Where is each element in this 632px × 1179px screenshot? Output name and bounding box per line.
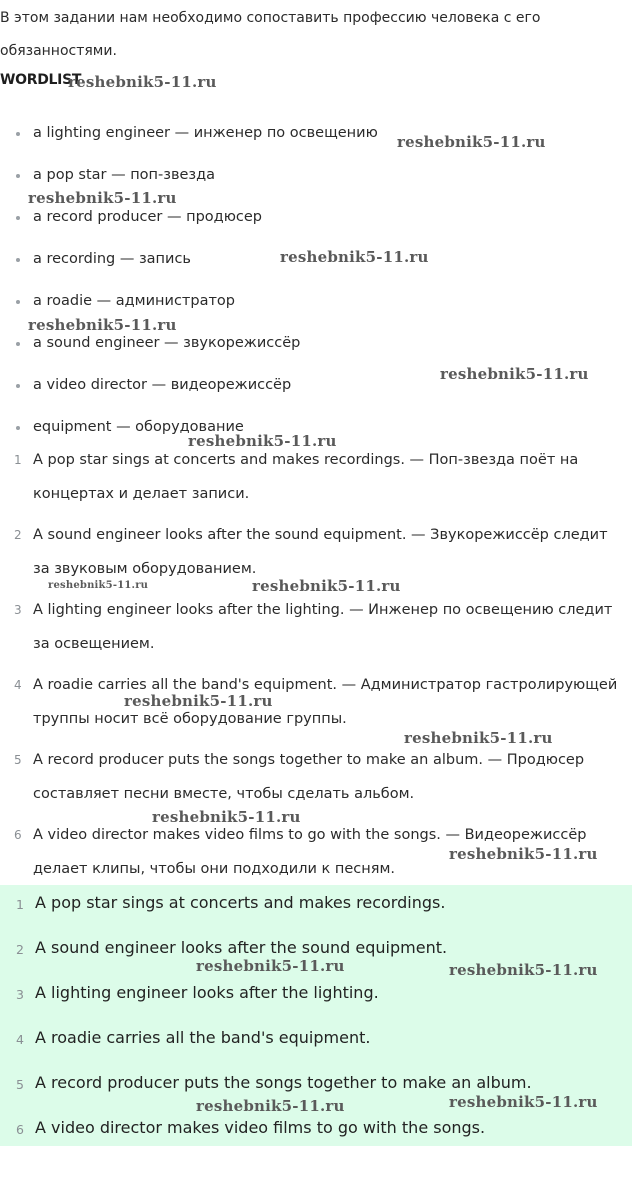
watermark: reshebnik5-11.ru — [397, 133, 546, 151]
item-number: 6 — [14, 828, 22, 842]
list-item: equipment — оборудование — [33, 419, 244, 435]
list-item: a lighting engineer — инженер по освещению — [33, 125, 378, 141]
item-number: 3 — [14, 603, 22, 617]
item-text: A record producer puts the songs together to make an album. — [35, 1073, 532, 1092]
item-text: A pop star sings at concerts and makes recordings. — [35, 893, 446, 912]
intro-text: В этом задании нам необходимо сопоставить профессию человека с его обязанностями. — [0, 10, 541, 59]
list-item — [14, 743, 625, 811]
watermark: reshebnik5-11.ru — [124, 692, 273, 710]
item-text: A pop star sings at concerts and makes recordings. — Поп-звезда поёт на концертах и делает записи. — [33, 452, 579, 502]
item-number: 2 — [14, 528, 22, 542]
watermark: reshebnik5-11.ru — [449, 845, 598, 863]
item-text: A video director makes video films to go with the songs. — [35, 1118, 486, 1137]
list-item — [16, 1117, 486, 1139]
watermark: reshebnik5-11.ru — [28, 316, 177, 334]
item-number: 1 — [14, 453, 22, 467]
watermark: reshebnik5-11.ru — [449, 1093, 598, 1111]
watermark: reshebnik5-11.ru — [440, 365, 589, 383]
list-item — [14, 593, 625, 661]
item-text: A record producer puts the songs together to make an album. — Продюсер составляет песни вместе, чтобы сделать альбом. — [33, 752, 585, 802]
list-item — [16, 937, 448, 959]
watermark: reshebnik5-11.ru — [28, 189, 177, 207]
item-text: A sound engineer looks after the sound equipment. — [35, 938, 448, 957]
list-item — [16, 1027, 371, 1049]
watermark: reshebnik5-11.ru — [152, 808, 301, 826]
item-number: 4 — [14, 678, 22, 692]
list-item: a record producer — продюсер — [33, 209, 262, 225]
list-item: a sound engineer — звукорежиссёр — [33, 335, 301, 351]
list-item — [16, 892, 446, 914]
watermark: reshebnik5-11.ru — [196, 957, 345, 975]
watermark: reshebnik5-11.ru — [404, 729, 553, 747]
item-text: A lighting engineer looks after the lighting. — [35, 983, 379, 1002]
item-number: 2 — [16, 942, 24, 957]
watermark: reshebnik5-11.ru — [449, 961, 598, 979]
list-item — [14, 443, 625, 511]
item-text: A video director makes video films to go with the songs. — Видеорежиссёр делает клипы, чтобы они подходили к песням. — [33, 827, 587, 877]
watermark: reshebnik5-11.ru — [48, 580, 149, 591]
item-number: 6 — [16, 1122, 24, 1137]
watermark: reshebnik5-11.ru — [252, 577, 401, 595]
list-item: a recording — запись — [33, 251, 191, 267]
item-text: A roadie carries all the band's equipment. — [35, 1028, 371, 1047]
list-item — [16, 982, 379, 1004]
list-item — [14, 518, 625, 586]
item-text: A lighting engineer looks after the lighting. — Инженер по освещению следит за освещением. — [33, 602, 613, 652]
watermark: reshebnik5-11.ru — [188, 432, 337, 450]
list-item — [14, 668, 625, 736]
watermark: reshebnik5-11.ru — [280, 248, 429, 266]
list-item: a pop star — поп-звезда — [33, 167, 216, 183]
item-number: 5 — [14, 753, 22, 767]
watermark: reshebnik5-11.ru — [68, 73, 217, 91]
list-item: a video director — видеорежиссёр — [33, 377, 292, 393]
watermark: reshebnik5-11.ru — [196, 1097, 345, 1115]
item-text: A roadie carries all the band's equipment. — Администратор гастролирующей труппы носит всё оборудование группы. — [33, 677, 618, 727]
item-number: 3 — [16, 987, 24, 1002]
list-item: a roadie — администратор — [33, 293, 235, 309]
item-number: 5 — [16, 1077, 24, 1092]
item-number: 1 — [16, 897, 24, 912]
item-text: A sound engineer looks after the sound equipment. — Звукорежиссёр следит за звуковым оборудованием. — [33, 527, 608, 577]
list-item — [16, 1072, 532, 1094]
wordlist-title: WORDLIST — [0, 72, 82, 88]
item-number: 4 — [16, 1032, 24, 1047]
